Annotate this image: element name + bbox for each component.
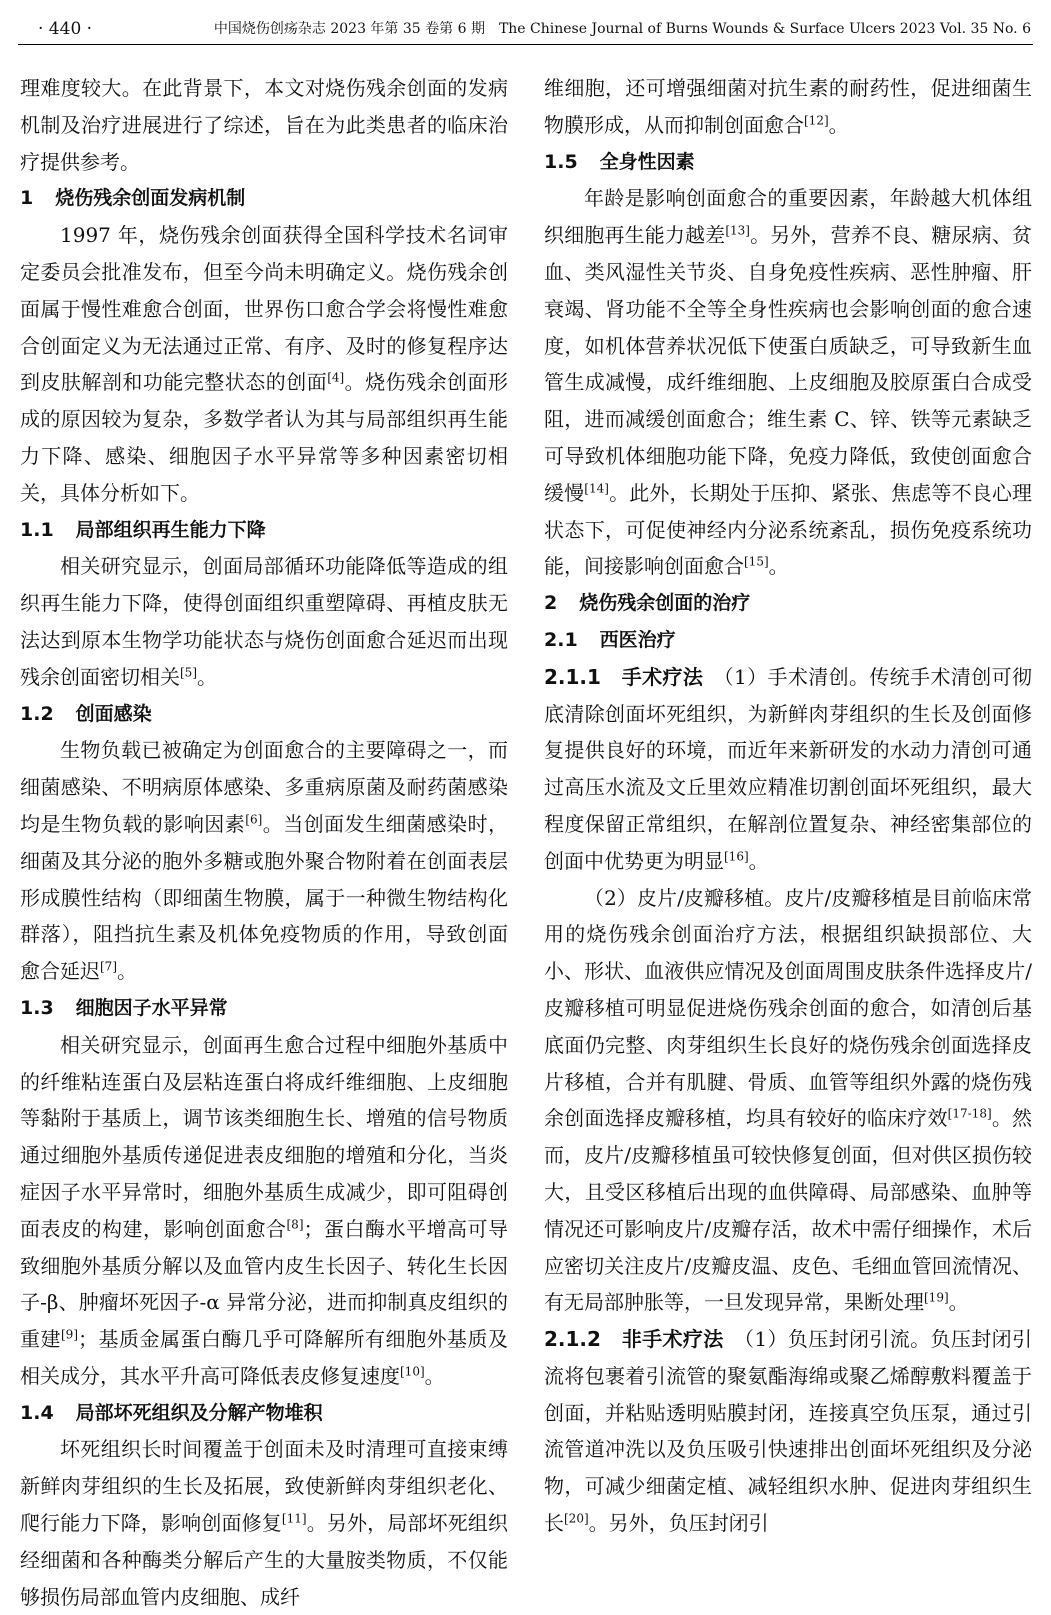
text: 年龄是影响创面愈合的重要因素，年龄越大机体组织细胞再生能力越差 [544,186,1032,248]
paragraph [20,548,508,695]
section-title: 西医治疗 [599,628,676,651]
text: 。 [424,1363,445,1388]
section-number: 2.1 [544,628,578,651]
text: （2）皮片/皮瓣移植。皮片/皮瓣移植是目前临床常用的烧伤残余创面治疗方法，根据组织缺损部位、大小、形状、血液供应情况及创面周围皮肤条件选择皮片/皮瓣移植可明显促进烧伤残余创面的愈合，如清创后基底面仍完整、肉芽组织生长良好的烧伤残余创面选择皮片移植，合并有肌腱、骨质、血管等组织外露的烧伤残余创面选择皮瓣移植，均具有较好的临床疗效 [544,885,1032,1131]
citation: [8] [286,1217,304,1232]
section-heading-1-4 [20,1395,508,1432]
text: 坏死组织长时间覆盖于创面未及时清理可直接束缚新鲜肉芽组织的生长及拓展，致使新鲜肉芽组织老化、爬行能力下降，影响创面修复 [20,1437,508,1536]
page-number: · 440 · [38,19,93,39]
paragraph [20,1431,508,1615]
text: 生物负载已被确定为创面愈合的主要障碍之一，而细菌感染、不明病原体感染、多重病原菌及耐药菌感染均是生物负载的影响因素 [20,738,508,836]
subsection-title: 手术疗法 [621,664,704,689]
text: 相关研究显示，创面局部循环功能降低等造成的组织再生能力下降，使得创面组织重塑障碍、再植皮肤无法达到原本生物学功能状态与烧伤创面愈合延迟而出现残余创面密切相关 [20,554,508,689]
section-title: 局部组织再生能力下降 [75,518,266,541]
section-heading-1 [20,180,508,217]
text: 。当创面发生细菌感染时，细菌及其分泌的胞外多糖或胞外聚合物附着在创面表层形成膜性结构（即细菌生物膜，属于一种微生物结构化群落），阻挡抗生素及机体免疫物质的作用，导致创面愈合延迟 [20,811,509,984]
paragraph [544,659,1032,880]
text: （1）负压封闭引流。负压封闭引流将包裹着引流管的聚氨酯海绵或聚乙烯醇敷料覆盖于创面，并粘贴透明贴膜封闭，连接真空负压泵，通过引流管道冲洗以及负压吸引快速排出创面坏死组织及分泌物，可减少细菌定植、减轻组织水肿、促进肉芽组织生长 [544,1327,1033,1536]
paragraph [544,180,1032,585]
subsection-number: 2.1.1 [544,664,601,689]
text: 。 [948,1290,969,1315]
text: 。另外，负压封闭引 [588,1511,769,1536]
section-heading-1-1 [20,512,508,549]
text: 。 [197,664,217,689]
section-number: 1.2 [20,702,54,725]
citation: [4] [327,370,345,385]
citation: [12] [804,113,829,128]
paragraph [544,70,1032,144]
section-heading-1-3 [20,990,508,1027]
section-number: 1.5 [544,150,578,173]
paragraph [20,1027,508,1395]
section-title: 创面感染 [75,702,152,725]
section-title: 局部坏死组织及分解产物堆积 [75,1401,323,1424]
header-rule [18,44,1033,45]
citation: [15] [744,554,769,569]
section-title: 烧伤残余创面发病机制 [55,187,246,210]
section-heading-1-2 [20,696,508,733]
paragraph: 理难度较大。在此背景下，本文对烧伤残余创面的发病机制及治疗进展进行了综述，旨在为此类患者的临床治疗提供参考。 [20,76,508,174]
citation: [19] [924,1290,949,1305]
section-number: 1.3 [20,996,54,1019]
subsection-number: 2.1.2 [544,1327,601,1352]
section-number: 2 [544,592,558,615]
section-number: 1.1 [20,518,54,541]
section-heading-2 [544,585,1032,622]
paragraph [544,1321,1032,1542]
text: 相关研究显示，创面再生愈合过程中细胞外基质中的纤维粘连蛋白及层粘连蛋白将成纤维细胞、上皮细胞等黏附于基质上，调节该类细胞生长、增殖的信号物质通过细胞外基质传递促进表皮细胞的增殖和分化，当炎症因子水平异常时，细胞外基质生成减少，即可阻碍创面表皮的构建，影响创面愈合 [20,1032,508,1241]
text: 。另外，局部坏死组织经细菌和各种酶类分解后产生的大量胺类物质，不仅能够损伤局部血管内皮细胞、成纤 [20,1511,509,1609]
text: 。 [828,112,849,137]
text: 。 [117,959,137,984]
text: 。 [768,554,789,579]
section-title: 全身性因素 [599,150,695,173]
text: 。此外，长期处于压抑、紧张、焦虑等不良心理状态下，可促使神经内分泌系统紊乱，损伤免疫系统功能，间接影响创面愈合 [544,480,1033,579]
text: 。另外，营养不良、糖尿病、贫血、类风湿性关节炎、自身免疫性疾病、恶性肿瘤、肝衰竭、肾功能不全等全身性疾病也会影响创面的愈合速度，如机体营养状况低下使蛋白质缺乏，可导致新生血管生成减慢，成纤维细胞、上皮细胞及胶原蛋白合成受阻，进而减缓创面愈合；维生素 C、锌、铁等元素缺乏可导致机体细胞功能下降，免疫力降低，致使创面愈合缓慢 [544,223,1033,505]
left-column [20,70,509,1609]
citation: [14] [584,481,609,496]
citation: [17-18] [947,1106,992,1121]
section-title: 烧伤残余创面的治疗 [579,592,751,615]
citation: [13] [725,223,750,238]
citation: [11] [281,1511,307,1526]
text: 。烧伤残余创面形成的原因较为复杂，多数学者认为其与局部组织再生能力下降、感染、细胞因子水平异常等多种因素密切相关，具体分析如下。 [20,370,509,505]
text: ；蛋白酶水平增高可导致细胞外基质分解以及血管内皮生长因子、转化生长因子-β、肿瘤坏死因子-α 异常分泌，进而抑制真皮组织的重建 [20,1216,508,1352]
text: 1997 年，烧伤残余创面获得全国科学技术名词审定委员会批准发布，但至今尚未明确定义。烧伤残余创面属于慢性难愈合创面，世界伤口愈合学会将慢性难愈合创面定义为无法通过正常、有序、及时的修复程序达到皮肤解剖和功能完整状态的创面 [20,223,508,395]
paragraph [544,880,1032,1322]
section-heading-1-5 [544,144,1032,181]
citation: [10] [400,1364,425,1379]
page-header [30,14,1031,44]
section-title: 细胞因子水平异常 [75,996,228,1019]
citation: [16] [724,849,749,864]
section-heading-2-1 [544,622,1032,659]
citation: [7] [100,959,117,974]
citation: [9] [61,1327,78,1342]
citation: [5] [180,665,197,680]
text: ；基质金属蛋白酶几乎可降解所有细胞外基质及相关成分，其水平升高可降低表皮修复速度 [20,1327,508,1388]
citation: [20] [564,1511,589,1526]
text: 。 [748,848,769,873]
paragraph [20,217,508,511]
journal-running-head: 中国烧伤创疡杂志 2023 年第 35 卷第 6 期 The Chinese Journal of Burns Wounds & Surface Ulcers 2023 Vol. 35 No. 6 [213,21,1031,37]
subsection-title: 非手术疗法 [621,1327,724,1352]
paragraph [20,732,508,990]
text: 。然而，皮片/皮瓣移植虽可较快修复创面，但对供区损伤较大，且受区移植后出现的血供障碍、局部感染、血肿等情况还可影响皮片/皮瓣存活，故术中需仔细操作，术后应密切关注皮片/皮瓣皮温、皮色、毛细血管回流情况、有无局部肿胀等，一旦发现异常，果断处理 [544,1106,1033,1315]
text: 维细胞，还可增强细菌对抗生素的耐药性，促进细菌生物膜形成，从而抑制创面愈合 [544,76,1032,137]
section-number: 1 [20,187,34,210]
text: （1）手术清创。传统手术清创可彻底清除创面坏死组织，为新鲜肉芽组织的生长及创面修复提供良好的环境，而近年来新研发的水动力清创可通过高压水流及文丘里效应精准切割创面坏死组织，最大程度保留正常组织，在解剖位置复杂、神经密集部位的创面中优势更为明显 [544,664,1033,873]
section-number: 1.4 [20,1401,54,1424]
citation: [6] [245,812,263,827]
right-column [544,70,1033,1536]
